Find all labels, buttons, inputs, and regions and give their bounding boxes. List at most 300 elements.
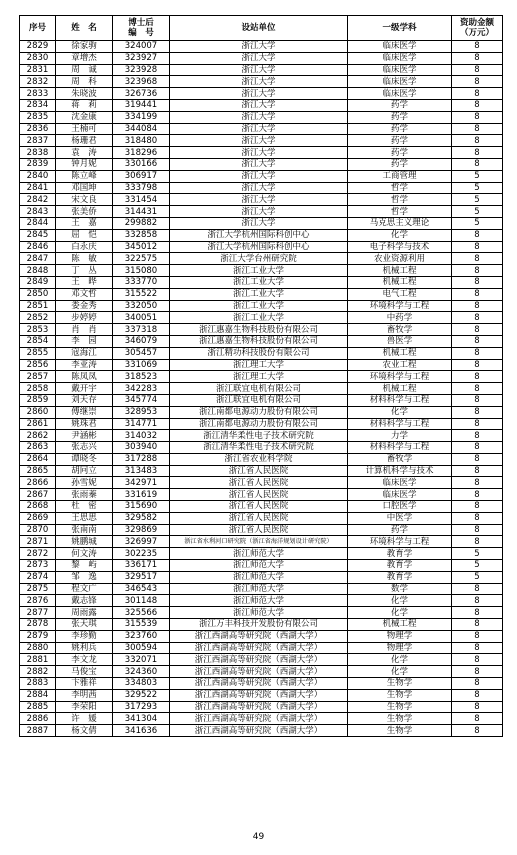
cell-discipline: 机械工程 bbox=[348, 265, 452, 277]
cell-discipline: 临床医学 bbox=[348, 76, 452, 88]
cell-unit: 浙江大学 bbox=[170, 194, 348, 206]
cell-name: 王 晔 bbox=[56, 276, 113, 288]
cell-unit: 浙江万丰科技开发股份有限公司 bbox=[170, 619, 348, 631]
cell-name: 杨珊君 bbox=[56, 135, 113, 147]
cell-unit: 浙江西湖高等研究院（西湖大学） bbox=[170, 701, 348, 713]
header-name: 姓 名 bbox=[56, 16, 113, 41]
cell-name: 何文涛 bbox=[56, 548, 113, 560]
cell-funding: 5 bbox=[452, 206, 503, 218]
cell-seq: 2831 bbox=[20, 64, 56, 76]
table-row bbox=[20, 253, 503, 265]
cell-name: 马俊宝 bbox=[56, 666, 113, 678]
cell-unit: 浙江西湖高等研究院（西湖大学） bbox=[170, 630, 348, 642]
cell-discipline: 药学 bbox=[348, 158, 452, 170]
cell-discipline: 工商管理 bbox=[348, 170, 452, 182]
cell-postdoc-no: 346079 bbox=[113, 335, 170, 347]
cell-discipline: 口腔医学 bbox=[348, 501, 452, 513]
cell-funding: 8 bbox=[452, 99, 503, 111]
cell-discipline: 药学 bbox=[348, 111, 452, 123]
cell-postdoc-no: 334199 bbox=[113, 111, 170, 123]
cell-discipline: 畜牧学 bbox=[348, 453, 452, 465]
cell-unit: 浙江大学 bbox=[170, 99, 348, 111]
cell-discipline: 材料科学与工程 bbox=[348, 418, 452, 430]
cell-seq: 2835 bbox=[20, 111, 56, 123]
cell-name: 王思思 bbox=[56, 512, 113, 524]
table-row bbox=[20, 229, 503, 241]
cell-discipline: 化学 bbox=[348, 406, 452, 418]
header-funding-line1: 资助金额 bbox=[459, 18, 494, 28]
cell-discipline: 临床医学 bbox=[348, 52, 452, 64]
cell-unit: 浙江精功科技股份有限公司 bbox=[170, 347, 348, 359]
cell-seq: 2887 bbox=[20, 725, 56, 737]
cell-postdoc-no: 342283 bbox=[113, 383, 170, 395]
cell-postdoc-no: 330166 bbox=[113, 158, 170, 170]
cell-unit: 浙江大学 bbox=[170, 111, 348, 123]
cell-name: 谭晓冬 bbox=[56, 453, 113, 465]
cell-postdoc-no: 301148 bbox=[113, 595, 170, 607]
cell-name: 肖 肖 bbox=[56, 324, 113, 336]
cell-funding: 8 bbox=[452, 135, 503, 147]
table-row bbox=[20, 418, 503, 430]
table-row bbox=[20, 194, 503, 206]
table-row bbox=[20, 713, 503, 725]
cell-name: 姚珠君 bbox=[56, 418, 113, 430]
cell-funding: 8 bbox=[452, 725, 503, 737]
cell-funding: 8 bbox=[452, 88, 503, 100]
cell-name: 张南南 bbox=[56, 524, 113, 536]
cell-seq: 2879 bbox=[20, 630, 56, 642]
table-row bbox=[20, 99, 503, 111]
cell-funding: 5 bbox=[452, 560, 503, 572]
cell-postdoc-no: 332858 bbox=[113, 229, 170, 241]
table-row bbox=[20, 512, 503, 524]
cell-name: 步婷婷 bbox=[56, 312, 113, 324]
cell-name: 陈 敏 bbox=[56, 253, 113, 265]
cell-funding: 8 bbox=[452, 654, 503, 666]
cell-discipline: 哲学 bbox=[348, 206, 452, 218]
table-row bbox=[20, 442, 503, 454]
cell-seq: 2855 bbox=[20, 347, 56, 359]
table-row bbox=[20, 642, 503, 654]
cell-name: 邹 逸 bbox=[56, 571, 113, 583]
cell-funding: 8 bbox=[452, 371, 503, 383]
cell-name: 张雨蓁 bbox=[56, 489, 113, 501]
cell-name: 章增杰 bbox=[56, 52, 113, 64]
cell-postdoc-no: 333798 bbox=[113, 182, 170, 194]
table-row bbox=[20, 689, 503, 701]
cell-discipline: 环境科学与工程 bbox=[348, 536, 452, 548]
cell-postdoc-no: 315522 bbox=[113, 288, 170, 300]
cell-seq: 2861 bbox=[20, 418, 56, 430]
header-funding bbox=[452, 16, 503, 41]
cell-discipline: 临床医学 bbox=[348, 64, 452, 76]
cell-funding: 8 bbox=[452, 689, 503, 701]
cell-funding: 8 bbox=[452, 512, 503, 524]
cell-unit: 浙江南都电源动力股份有限公司 bbox=[170, 406, 348, 418]
header-seq: 序号 bbox=[20, 16, 56, 41]
cell-funding: 8 bbox=[452, 147, 503, 159]
cell-discipline: 中药学 bbox=[348, 312, 452, 324]
cell-seq: 2840 bbox=[20, 170, 56, 182]
cell-seq: 2883 bbox=[20, 678, 56, 690]
cell-name: 戴开宇 bbox=[56, 383, 113, 395]
cell-postdoc-no: 331069 bbox=[113, 359, 170, 371]
cell-discipline: 电气工程 bbox=[348, 288, 452, 300]
cell-discipline: 化学 bbox=[348, 607, 452, 619]
cell-funding: 8 bbox=[452, 312, 503, 324]
cell-postdoc-no: 318480 bbox=[113, 135, 170, 147]
cell-funding: 8 bbox=[452, 52, 503, 64]
cell-postdoc-no: 329522 bbox=[113, 689, 170, 701]
cell-unit: 浙江师范大学 bbox=[170, 583, 348, 595]
cell-discipline: 教育学 bbox=[348, 560, 452, 572]
cell-postdoc-no: 346543 bbox=[113, 583, 170, 595]
cell-unit: 浙江省人民医院 bbox=[170, 524, 348, 536]
cell-funding: 8 bbox=[452, 253, 503, 265]
cell-discipline: 中医学 bbox=[348, 512, 452, 524]
cell-funding: 5 bbox=[452, 194, 503, 206]
cell-name: 周 诚 bbox=[56, 64, 113, 76]
cell-unit: 浙江省人民医院 bbox=[170, 501, 348, 513]
cell-discipline: 哲学 bbox=[348, 182, 452, 194]
cell-discipline: 临床医学 bbox=[348, 41, 452, 53]
header-postdoc-no bbox=[113, 16, 170, 41]
cell-seq: 2844 bbox=[20, 217, 56, 229]
cell-unit: 浙江大学 bbox=[170, 88, 348, 100]
cell-discipline: 药学 bbox=[348, 524, 452, 536]
cell-seq: 2863 bbox=[20, 442, 56, 454]
cell-seq: 2868 bbox=[20, 501, 56, 513]
cell-funding: 5 bbox=[452, 217, 503, 229]
cell-postdoc-no: 299882 bbox=[113, 217, 170, 229]
cell-funding: 8 bbox=[452, 229, 503, 241]
cell-name: 戴志锋 bbox=[56, 595, 113, 607]
table-body bbox=[20, 41, 503, 737]
cell-discipline: 化学 bbox=[348, 595, 452, 607]
table-row bbox=[20, 560, 503, 572]
cell-unit: 浙江大学 bbox=[170, 147, 348, 159]
cell-postdoc-no: 314431 bbox=[113, 206, 170, 218]
table-row bbox=[20, 524, 503, 536]
cell-funding: 8 bbox=[452, 465, 503, 477]
cell-unit: 浙江省农业科学院 bbox=[170, 453, 348, 465]
cell-name: 朱晓波 bbox=[56, 88, 113, 100]
cell-postdoc-no: 314771 bbox=[113, 418, 170, 430]
cell-postdoc-no: 329869 bbox=[113, 524, 170, 536]
cell-discipline: 畜牧学 bbox=[348, 324, 452, 336]
cell-unit: 浙江联宜电机有限公司 bbox=[170, 383, 348, 395]
cell-seq: 2845 bbox=[20, 229, 56, 241]
table-row bbox=[20, 276, 503, 288]
cell-name: 李珍勤 bbox=[56, 630, 113, 642]
table-row bbox=[20, 394, 503, 406]
cell-postdoc-no: 318523 bbox=[113, 371, 170, 383]
header-postdoc-no-line1: 博士后 bbox=[128, 18, 154, 28]
cell-name: 张美侨 bbox=[56, 206, 113, 218]
cell-unit: 浙江大学 bbox=[170, 217, 348, 229]
cell-unit: 浙江省人民医院 bbox=[170, 477, 348, 489]
cell-discipline: 临床医学 bbox=[348, 477, 452, 489]
cell-funding: 8 bbox=[452, 501, 503, 513]
cell-discipline: 药学 bbox=[348, 123, 452, 135]
cell-funding: 8 bbox=[452, 41, 503, 53]
cell-unit: 浙江西湖高等研究院（西湖大学） bbox=[170, 713, 348, 725]
cell-discipline: 生物学 bbox=[348, 689, 452, 701]
cell-funding: 8 bbox=[452, 701, 503, 713]
cell-postdoc-no: 332071 bbox=[113, 654, 170, 666]
table-row bbox=[20, 288, 503, 300]
cell-seq: 2837 bbox=[20, 135, 56, 147]
cell-unit: 浙江西湖高等研究院（西湖大学） bbox=[170, 666, 348, 678]
cell-seq: 2878 bbox=[20, 619, 56, 631]
cell-name: 钟月妮 bbox=[56, 158, 113, 170]
funding-list-table bbox=[19, 15, 503, 737]
cell-funding: 8 bbox=[452, 265, 503, 277]
cell-unit: 浙江大学 bbox=[170, 41, 348, 53]
cell-funding: 5 bbox=[452, 182, 503, 194]
cell-postdoc-no: 317293 bbox=[113, 701, 170, 713]
cell-name: 卞雅祥 bbox=[56, 678, 113, 690]
cell-discipline: 机械工程 bbox=[348, 276, 452, 288]
cell-discipline: 数学 bbox=[348, 583, 452, 595]
table-row bbox=[20, 430, 503, 442]
cell-seq: 2885 bbox=[20, 701, 56, 713]
cell-seq: 2851 bbox=[20, 300, 56, 312]
table-row bbox=[20, 111, 503, 123]
table-row bbox=[20, 300, 503, 312]
cell-name: 王楠可 bbox=[56, 123, 113, 135]
table-row bbox=[20, 465, 503, 477]
cell-seq: 2864 bbox=[20, 453, 56, 465]
cell-name: 杜 密 bbox=[56, 501, 113, 513]
cell-funding: 8 bbox=[452, 64, 503, 76]
cell-name: 姚鹏城 bbox=[56, 536, 113, 548]
header-unit: 设站单位 bbox=[170, 16, 348, 41]
header-funding-line2: （万元） bbox=[459, 28, 494, 38]
cell-seq: 2838 bbox=[20, 147, 56, 159]
cell-seq: 2866 bbox=[20, 477, 56, 489]
cell-unit: 浙江省人民医院 bbox=[170, 489, 348, 501]
cell-funding: 8 bbox=[452, 324, 503, 336]
cell-unit: 浙江西湖高等研究院（西湖大学） bbox=[170, 654, 348, 666]
cell-seq: 2882 bbox=[20, 666, 56, 678]
cell-postdoc-no: 305457 bbox=[113, 347, 170, 359]
cell-name: 李荣阳 bbox=[56, 701, 113, 713]
cell-postdoc-no: 328953 bbox=[113, 406, 170, 418]
cell-seq: 2874 bbox=[20, 571, 56, 583]
cell-funding: 8 bbox=[452, 359, 503, 371]
cell-postdoc-no: 323928 bbox=[113, 64, 170, 76]
cell-funding: 8 bbox=[452, 595, 503, 607]
cell-seq: 2853 bbox=[20, 324, 56, 336]
cell-postdoc-no: 315690 bbox=[113, 501, 170, 513]
cell-unit: 浙江大学 bbox=[170, 135, 348, 147]
cell-funding: 5 bbox=[452, 571, 503, 583]
cell-discipline: 机械工程 bbox=[348, 347, 452, 359]
cell-seq: 2860 bbox=[20, 406, 56, 418]
table-row bbox=[20, 241, 503, 253]
table-row bbox=[20, 571, 503, 583]
cell-name: 周 科 bbox=[56, 76, 113, 88]
cell-seq: 2872 bbox=[20, 548, 56, 560]
cell-unit: 浙江省人民医院 bbox=[170, 512, 348, 524]
cell-funding: 8 bbox=[452, 430, 503, 442]
cell-funding: 8 bbox=[452, 241, 503, 253]
cell-name: 王 嘉 bbox=[56, 217, 113, 229]
cell-discipline: 农业资源利用 bbox=[348, 253, 452, 265]
cell-seq: 2862 bbox=[20, 430, 56, 442]
cell-seq: 2854 bbox=[20, 335, 56, 347]
cell-name: 屈 恺 bbox=[56, 229, 113, 241]
cell-funding: 8 bbox=[452, 111, 503, 123]
cell-postdoc-no: 324007 bbox=[113, 41, 170, 53]
cell-funding: 8 bbox=[452, 713, 503, 725]
table-row bbox=[20, 158, 503, 170]
cell-unit: 浙江理工大学 bbox=[170, 359, 348, 371]
cell-unit: 浙江工业大学 bbox=[170, 300, 348, 312]
cell-postdoc-no: 323968 bbox=[113, 76, 170, 88]
cell-postdoc-no: 337318 bbox=[113, 324, 170, 336]
cell-unit: 浙江工业大学 bbox=[170, 312, 348, 324]
table-row bbox=[20, 147, 503, 159]
cell-discipline: 化学 bbox=[348, 654, 452, 666]
cell-name: 袁 涛 bbox=[56, 147, 113, 159]
cell-funding: 8 bbox=[452, 394, 503, 406]
cell-seq: 2847 bbox=[20, 253, 56, 265]
cell-name: 李明茜 bbox=[56, 689, 113, 701]
table-row bbox=[20, 359, 503, 371]
cell-postdoc-no: 336171 bbox=[113, 560, 170, 572]
table-row bbox=[20, 619, 503, 631]
cell-funding: 8 bbox=[452, 477, 503, 489]
cell-discipline: 材料科学与工程 bbox=[348, 442, 452, 454]
table-row bbox=[20, 548, 503, 560]
cell-funding: 8 bbox=[452, 489, 503, 501]
table-row bbox=[20, 725, 503, 737]
cell-postdoc-no: 333770 bbox=[113, 276, 170, 288]
table-row bbox=[20, 406, 503, 418]
cell-unit: 浙江师范大学 bbox=[170, 548, 348, 560]
cell-postdoc-no: 319441 bbox=[113, 99, 170, 111]
cell-discipline: 机械工程 bbox=[348, 619, 452, 631]
cell-seq: 2877 bbox=[20, 607, 56, 619]
cell-seq: 2857 bbox=[20, 371, 56, 383]
table-row bbox=[20, 265, 503, 277]
cell-postdoc-no: 342971 bbox=[113, 477, 170, 489]
table-row bbox=[20, 182, 503, 194]
cell-unit: 浙江大学台州研究院 bbox=[170, 253, 348, 265]
cell-postdoc-no: 329517 bbox=[113, 571, 170, 583]
cell-postdoc-no: 318296 bbox=[113, 147, 170, 159]
cell-unit: 浙江师范大学 bbox=[170, 595, 348, 607]
cell-postdoc-no: 345012 bbox=[113, 241, 170, 253]
cell-name: 张天琪 bbox=[56, 619, 113, 631]
table-row bbox=[20, 666, 503, 678]
cell-funding: 8 bbox=[452, 300, 503, 312]
cell-funding: 8 bbox=[452, 666, 503, 678]
cell-seq: 2830 bbox=[20, 52, 56, 64]
table-row bbox=[20, 583, 503, 595]
cell-unit: 浙江理工大学 bbox=[170, 371, 348, 383]
cell-postdoc-no: 332050 bbox=[113, 300, 170, 312]
cell-seq: 2849 bbox=[20, 276, 56, 288]
cell-seq: 2842 bbox=[20, 194, 56, 206]
cell-seq: 2832 bbox=[20, 76, 56, 88]
cell-unit: 浙江大学 bbox=[170, 158, 348, 170]
cell-discipline: 临床医学 bbox=[348, 88, 452, 100]
cell-seq: 2876 bbox=[20, 595, 56, 607]
cell-seq: 2884 bbox=[20, 689, 56, 701]
table-row bbox=[20, 701, 503, 713]
cell-unit: 浙江南都电源动力股份有限公司 bbox=[170, 418, 348, 430]
cell-seq: 2886 bbox=[20, 713, 56, 725]
cell-name: 娄金秀 bbox=[56, 300, 113, 312]
cell-postdoc-no: 303940 bbox=[113, 442, 170, 454]
cell-discipline: 计算机科学与技术 bbox=[348, 465, 452, 477]
cell-discipline: 生物学 bbox=[348, 701, 452, 713]
cell-unit: 浙江联宜电机有限公司 bbox=[170, 394, 348, 406]
cell-funding: 8 bbox=[452, 630, 503, 642]
cell-unit: 浙江省水利河口研究院（浙江省海洋规划设计研究院） bbox=[170, 536, 348, 548]
cell-funding: 8 bbox=[452, 335, 503, 347]
cell-postdoc-no: 340051 bbox=[113, 312, 170, 324]
cell-name: 李 园 bbox=[56, 335, 113, 347]
cell-unit: 浙江大学 bbox=[170, 170, 348, 182]
cell-name: 孙雪妮 bbox=[56, 477, 113, 489]
table-row bbox=[20, 324, 503, 336]
cell-unit: 浙江省人民医院 bbox=[170, 465, 348, 477]
cell-discipline: 力学 bbox=[348, 430, 452, 442]
cell-discipline: 环境科学与工程 bbox=[348, 371, 452, 383]
cell-name: 邓国坤 bbox=[56, 182, 113, 194]
cell-discipline: 生物学 bbox=[348, 678, 452, 690]
cell-seq: 2856 bbox=[20, 359, 56, 371]
table-row bbox=[20, 170, 503, 182]
cell-postdoc-no: 314032 bbox=[113, 430, 170, 442]
cell-name: 李亚涛 bbox=[56, 359, 113, 371]
cell-seq: 2865 bbox=[20, 465, 56, 477]
table-row bbox=[20, 335, 503, 347]
cell-funding: 8 bbox=[452, 607, 503, 619]
cell-name: 姚利兵 bbox=[56, 642, 113, 654]
cell-seq: 2834 bbox=[20, 99, 56, 111]
cell-unit: 浙江大学 bbox=[170, 206, 348, 218]
cell-postdoc-no: 323927 bbox=[113, 52, 170, 64]
table-row bbox=[20, 678, 503, 690]
table-row bbox=[20, 607, 503, 619]
cell-name: 丁 丛 bbox=[56, 265, 113, 277]
cell-postdoc-no: 341304 bbox=[113, 713, 170, 725]
table-row bbox=[20, 88, 503, 100]
cell-discipline: 材料科学与工程 bbox=[348, 394, 452, 406]
cell-unit: 浙江大学 bbox=[170, 182, 348, 194]
cell-seq: 2850 bbox=[20, 288, 56, 300]
cell-postdoc-no: 331454 bbox=[113, 194, 170, 206]
table-row bbox=[20, 64, 503, 76]
cell-discipline: 机械工程 bbox=[348, 383, 452, 395]
header-discipline: 一级学科 bbox=[348, 16, 452, 41]
cell-funding: 8 bbox=[452, 347, 503, 359]
cell-discipline: 物理学 bbox=[348, 630, 452, 642]
cell-name: 傅继崇 bbox=[56, 406, 113, 418]
cell-name: 寇海江 bbox=[56, 347, 113, 359]
table-row bbox=[20, 536, 503, 548]
cell-postdoc-no: 300594 bbox=[113, 642, 170, 654]
cell-name: 张志兴 bbox=[56, 442, 113, 454]
table-header bbox=[20, 16, 503, 41]
table-row bbox=[20, 453, 503, 465]
table-row bbox=[20, 654, 503, 666]
